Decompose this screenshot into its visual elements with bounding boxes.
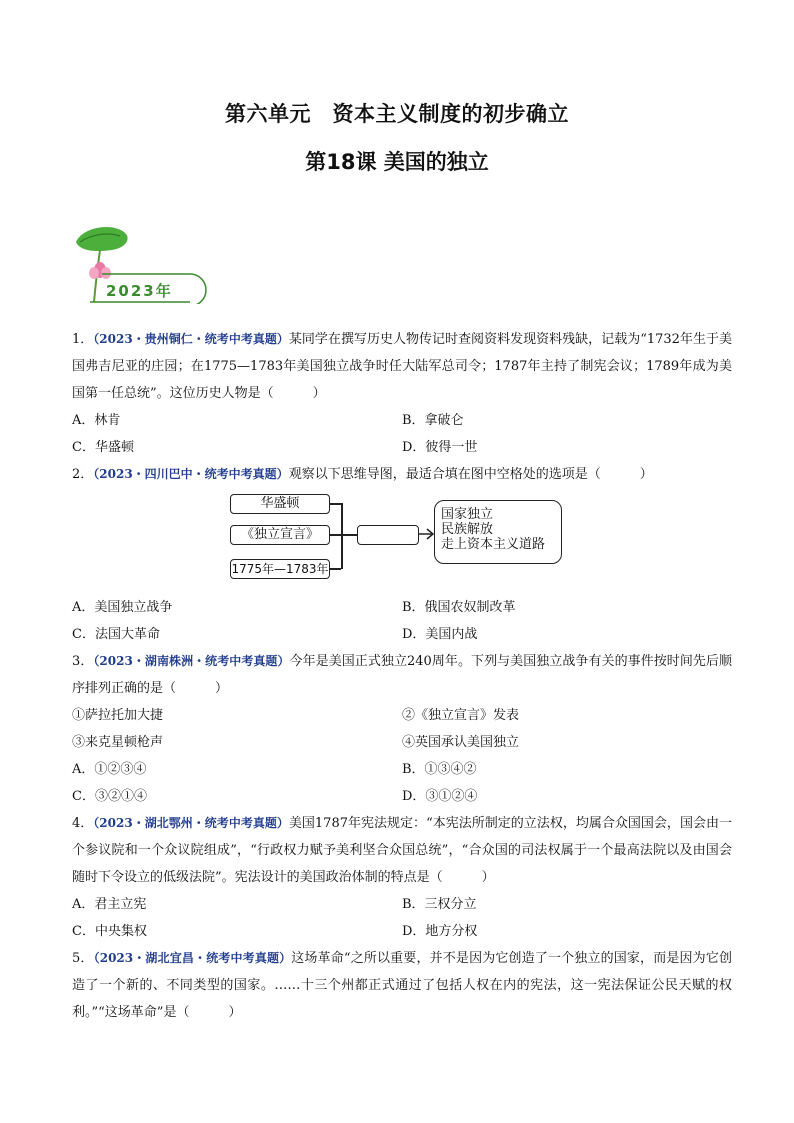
option-c[interactable]: C．③②①④ [72,789,147,804]
mind-map-node-washington: 华盛顿 [230,494,330,514]
unit-title: 第六单元 资本主义制度的初步确立 [225,102,569,126]
option-b[interactable]: B．拿破仑 [402,413,464,428]
option-b[interactable]: B．三权分立 [402,897,477,912]
question-text: 美国1787年宪法规定：“本宪法所制定的立法权，均属合众国国会，国会由一个参议院和一个众议院组成”，“行政权力赋予美利坚合众国总统”，“合众国的司法权属于一个最高法院以及由国会随时下令设立的低级法院”。宪法设计的美国政治体制的特点是（ ） [72,816,732,885]
option-a[interactable]: A．君主立宪 [72,897,147,912]
mind-map-node-years: 1775年—1783年 [230,559,330,579]
event-item: ①萨拉托加大捷 [72,708,164,723]
option-d[interactable]: D．彼得一世 [402,440,478,455]
question-text: 这场革命“之所以重要，并不是因为它创造了一个独立的国家，而是因为它创造了一个新的、不同类型的国家。……十三个州都正式通过了包括人权在内的宪法，这一宪法保证公民天赋的权利。”“这场革命”是（ ） [72,951,732,1020]
option-b[interactable]: B．①③④② [402,762,477,777]
connector-line [341,534,357,536]
connector-line [341,503,343,569]
connector-line [329,568,341,570]
question-text: 观察以下思维导图，最适合填在图中空格处的选项是（ ） [288,467,653,482]
lesson-title: 第18课 美国的独立 [305,150,489,174]
year-badge-label: 2023年 [106,282,173,300]
mind-map-blank-box [357,525,419,545]
question-2 [72,461,732,648]
question-source: （2023・四川巴中・统考中考真题） [93,467,289,481]
result-item: 国家独立 [441,507,494,522]
question-text: 今年是美国正式独立240周年。下列与美国独立战争有关的事件按时间先后顺序排列正确的是（ ） [72,654,732,696]
option-a[interactable]: A．林肯 [72,413,121,428]
option-d[interactable]: D．③①②④ [402,789,478,804]
mind-map [72,490,732,590]
mind-map-result-box [434,500,562,564]
option-a[interactable]: A．①②③④ [72,762,147,777]
question-5 [72,945,732,1026]
question-list [72,326,732,1026]
question-source: （2023・湖南株洲・统考中考真题） [93,654,290,668]
question-source: （2023・湖北宜昌・统考中考真题） [93,951,292,965]
year-badge [72,224,214,304]
question-number: 5． [72,951,94,966]
question-source: （2023・贵州铜仁・统考中考真题） [93,332,289,346]
option-b[interactable]: B．俄国农奴制改革 [402,600,516,615]
connector-line [329,534,341,536]
event-item: ③来克星顿枪声 [72,735,164,750]
mind-map-node-declaration: 《独立宣言》 [230,525,330,545]
option-d[interactable]: D．地方分权 [402,924,478,939]
question-source: （2023・湖北鄂州・统考中考真题） [93,816,289,830]
question-number: 2． [72,467,94,482]
result-item: 民族解放 [441,522,494,537]
option-c[interactable]: C．法国大革命 [72,627,160,642]
option-d[interactable]: D．美国内战 [402,627,478,642]
option-a[interactable]: A．美国独立战争 [72,600,173,615]
question-text: 某同学在撰写历史人物传记时查阅资料发现资料残缺，记载为“1732年生于美国弗吉尼亚的庄园；在1775—1783年美国独立战争时任大陆军总司令；1787年主持了制宪会议；1789年成为美国第一任总统”。这位历史人物是（ ） [72,332,732,401]
result-item: 走上资本主义道路 [441,537,546,552]
question-3 [72,648,732,810]
option-c[interactable]: C．华盛顿 [72,440,134,455]
question-4 [72,810,732,945]
question-number: 3． [72,654,94,669]
question-number: 4． [72,816,94,831]
event-item: ④英国承认美国独立 [402,735,520,750]
question-1 [72,326,732,461]
option-c[interactable]: C．中央集权 [72,924,147,939]
connector-line [329,503,341,505]
question-number: 1． [72,332,94,347]
event-item: ②《独立宣言》发表 [402,708,520,723]
